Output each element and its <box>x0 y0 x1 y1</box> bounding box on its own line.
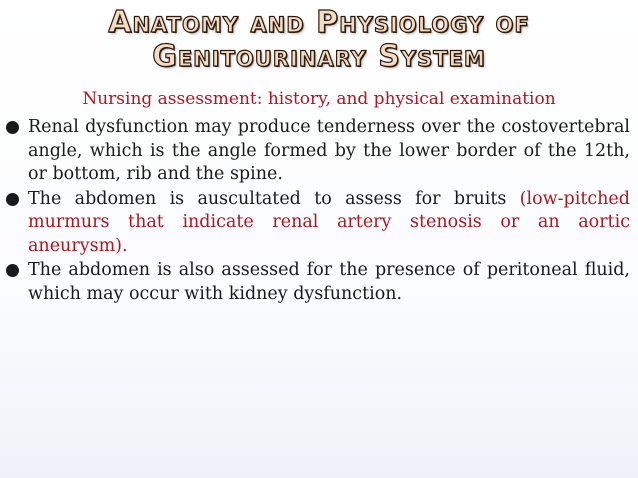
bullet-item-3 <box>6 259 630 306</box>
bullet-dot-icon <box>6 193 19 206</box>
bullet-list <box>6 116 630 307</box>
slide-subtitle: Nursing assessment: history, and physical examination <box>82 89 556 109</box>
bullet-text-2: The abdomen is auscultated to assess for bruits <box>28 188 520 209</box>
slide-title <box>0 6 638 74</box>
title-line-1: Anatomy and Physiology of <box>108 5 530 40</box>
title-line-2: Genitourinary System <box>152 39 486 74</box>
bullet-dot-icon <box>6 121 19 134</box>
bullet-item-2 <box>6 188 630 259</box>
bullet-text-1: Renal dysfunction may produce tenderness over the costovertebral angle, which is the angle formed by the lower border of the 12th, or bottom, rib and the spine. <box>28 117 630 184</box>
bullet-text-3: The abdomen is also assessed for the presence of peritoneal fluid, which may occur with kidney dysfunction. <box>28 260 630 304</box>
bullet-highlight-2: (low-pitched murmurs that indicate renal artery stenosis or an aortic aneurysm). <box>28 188 630 256</box>
bullet-item-1 <box>6 116 630 187</box>
bullet-dot-icon <box>6 264 19 277</box>
